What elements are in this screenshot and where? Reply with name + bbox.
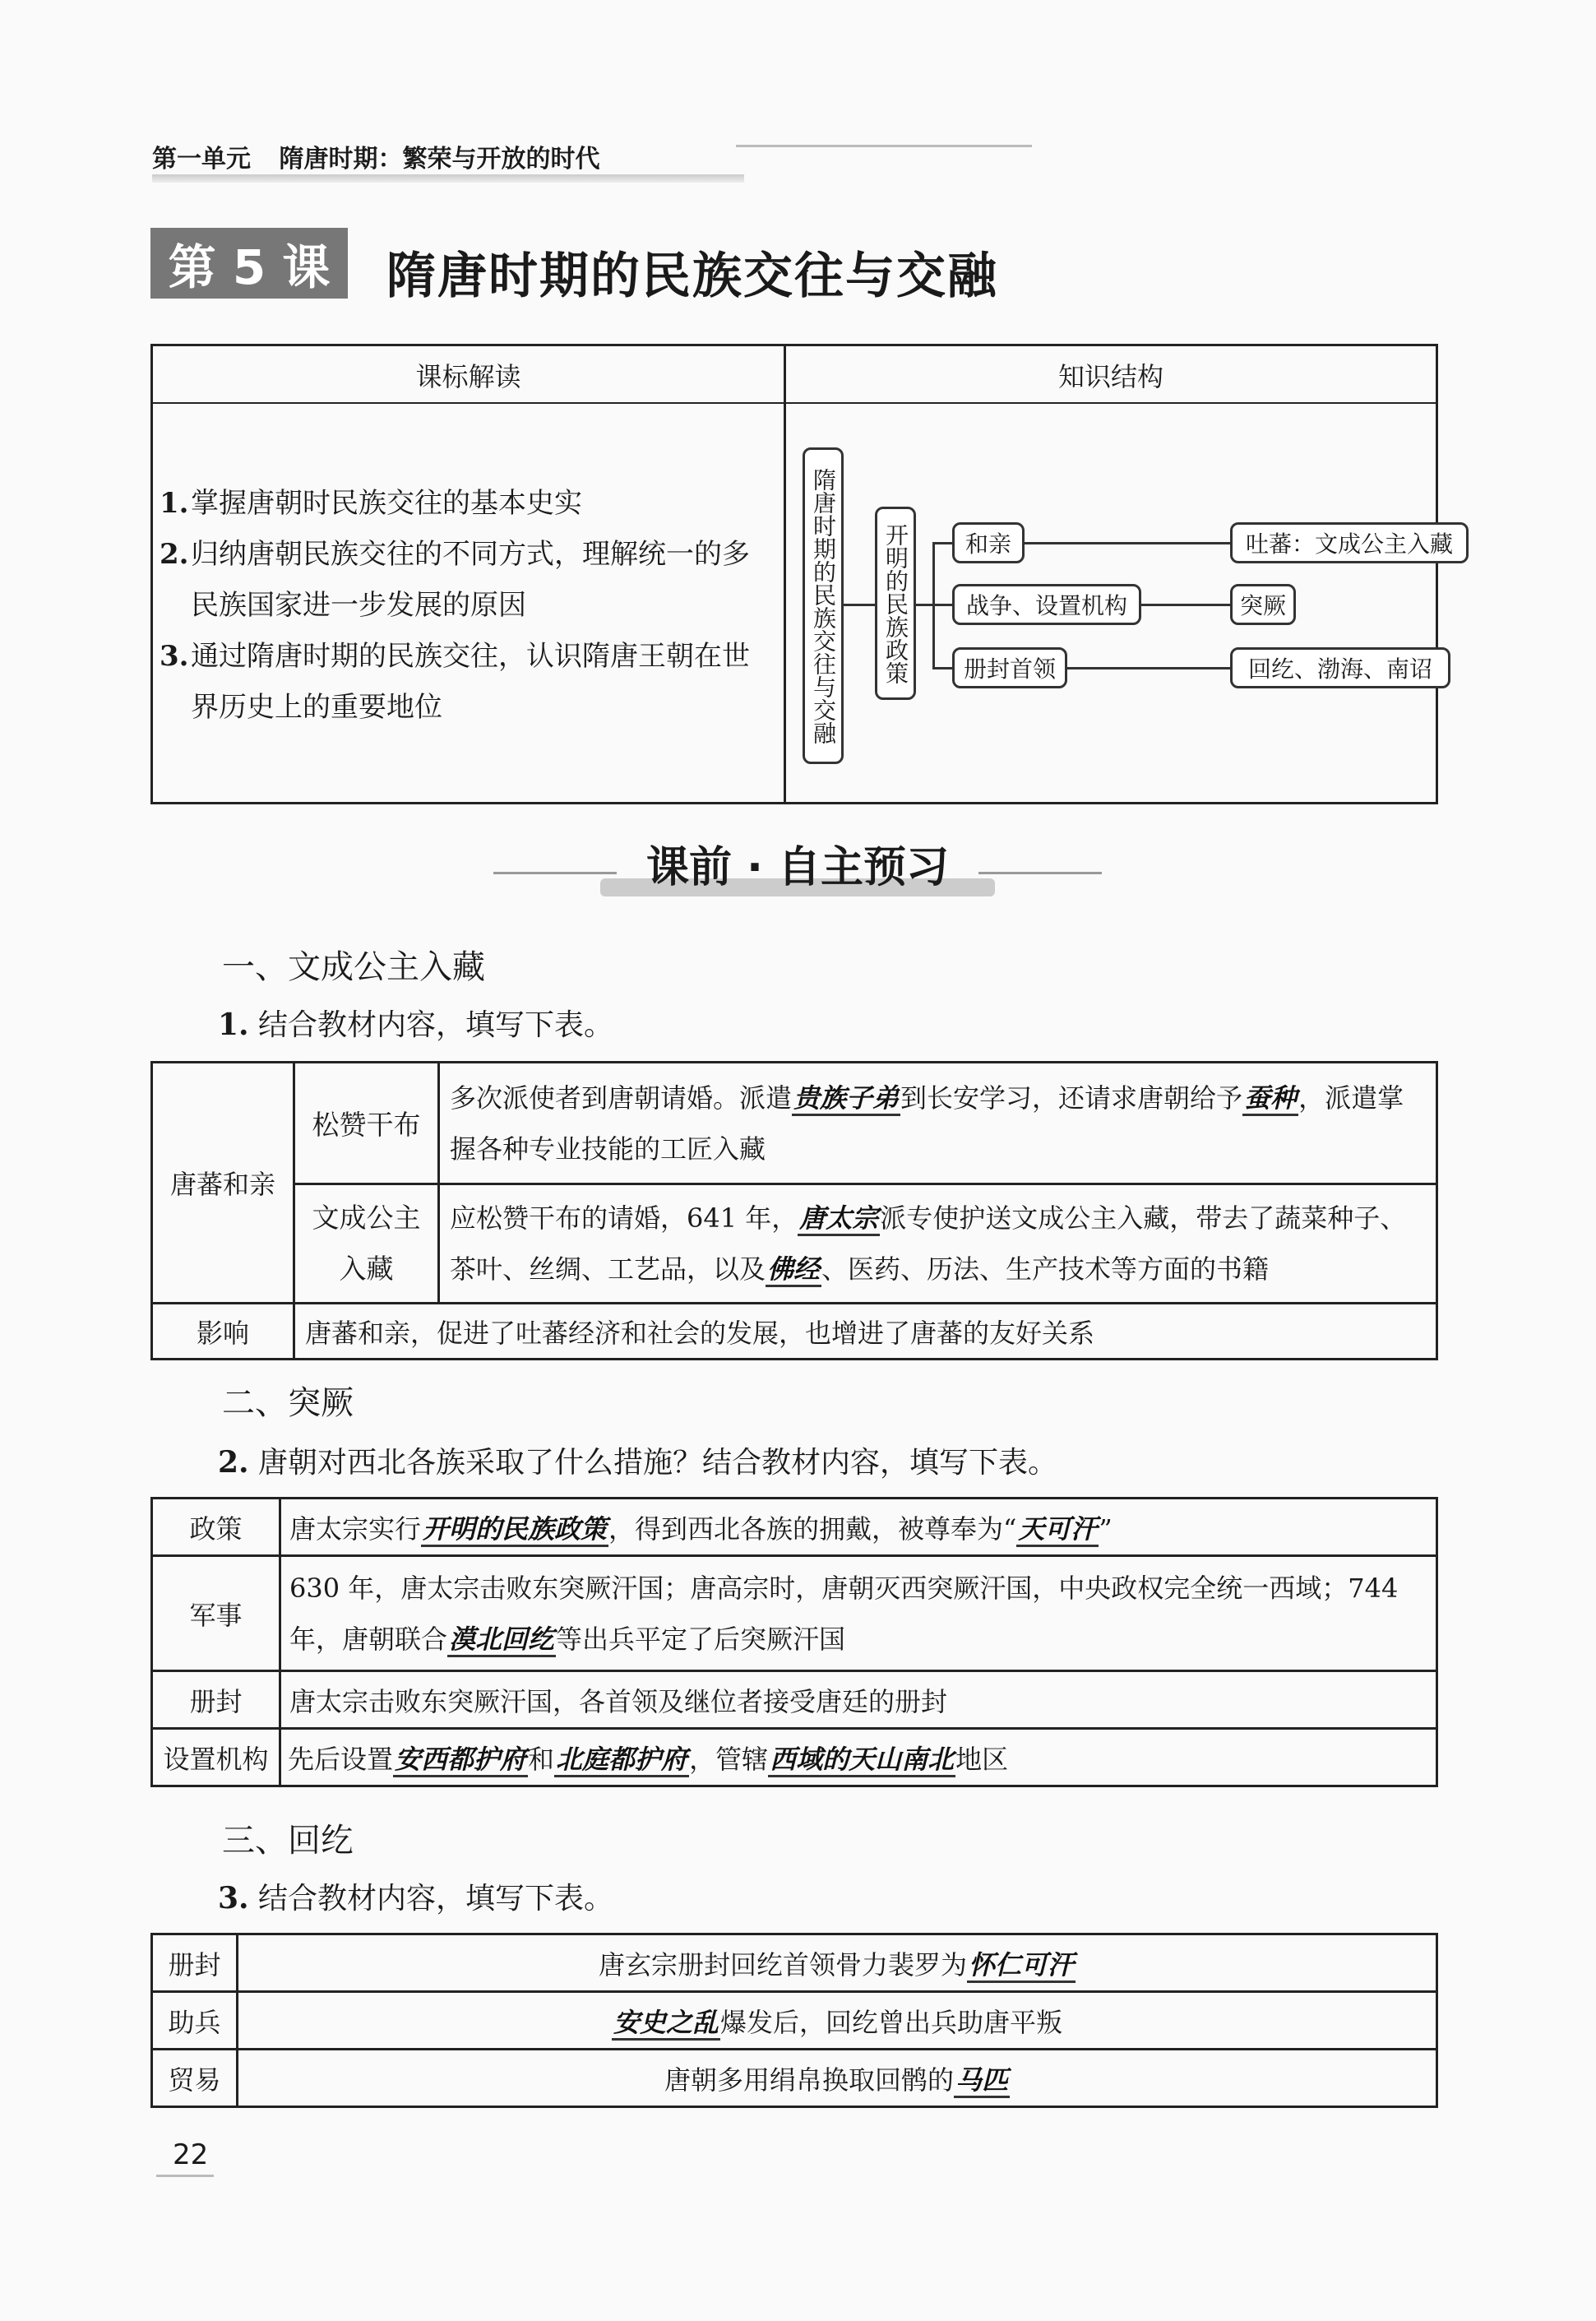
s2-row1-label: 政策 <box>152 1499 280 1556</box>
unit-title: 隋唐时期：繁荣与开放的时代 <box>279 145 600 174</box>
fill-answer: 贵族子弟 <box>792 1082 900 1116</box>
s2-row2-content: 630 年，唐太宗击败东突厥汗国；唐高宗时，唐朝灭西突厥汗国，中央政权完全统一西域；744 年，唐朝联合漠北回纥等出兵平定了后突厥汗国 <box>280 1556 1437 1671</box>
s3-row2-content: 安史之乱爆发后，回纥曾出兵助唐平叛 <box>238 1992 1437 2050</box>
s3-row2-label: 助兵 <box>152 1992 238 2050</box>
unit-label: 第一单元 <box>152 145 251 174</box>
page-number: 22 <box>173 2138 209 2171</box>
branch-cefeng: 册封首领 <box>952 647 1067 688</box>
diagram-connector <box>932 604 952 606</box>
s2-row3-label: 册封 <box>152 1671 280 1729</box>
fill-answer: 北庭都护府 <box>554 1744 689 1777</box>
target-huihe: 回纥、渤海、南诏 <box>1230 647 1450 688</box>
s2-row1-content: 唐太宗实行开明的民族政策，得到西北各族的拥戴，被尊奉为“天可汗” <box>280 1499 1437 1556</box>
page-header <box>152 138 599 174</box>
s1-row3-content: 唐蕃和亲，促进了吐蕃经济和社会的发展，也增进了唐蕃的友好关系 <box>294 1304 1437 1360</box>
s1-row3-label: 影响 <box>152 1304 294 1360</box>
s2-question: 2. 唐朝对西北各族采取了什么措施？结合教材内容，填写下表。 <box>218 1445 1058 1480</box>
diagram-mid: 开明的民族政策 <box>875 507 916 700</box>
list-item: 2. 归纳唐朝民族交往的不同方式，理解统一的多民族国家进一步发展的原因 <box>160 538 750 622</box>
page-number-rule <box>156 2175 214 2177</box>
diagram-connector <box>1141 604 1230 606</box>
s2-row2-label: 军事 <box>152 1556 280 1671</box>
overview-table <box>150 344 1453 804</box>
s3-row3-content: 唐朝多用绢帛换取回鹘的马匹 <box>238 2050 1437 2107</box>
diagram-connector <box>844 604 875 606</box>
fill-answer: 开明的民族政策 <box>421 1513 608 1547</box>
s2-row3-content: 唐太宗击败东突厥汗国，各首领及继位者接受唐廷的册封 <box>280 1671 1437 1729</box>
s2-table <box>150 1497 1438 1787</box>
fill-answer: 天可汗 <box>1016 1513 1099 1547</box>
target-tubo: 吐蕃：文成公主入藏 <box>1230 522 1469 563</box>
diagram-connector <box>916 604 934 606</box>
overview-divider-h <box>153 402 1436 404</box>
fill-answer: 安史之乱 <box>612 2007 720 2041</box>
s1-table <box>150 1061 1438 1360</box>
diagram-connector <box>932 667 952 669</box>
s3-row3-label: 贸易 <box>152 2050 238 2107</box>
s1-row1-label: 松赞干布 <box>294 1063 439 1184</box>
fill-answer: 怀仁可汗 <box>967 1949 1076 1983</box>
s3-row1-label: 册封 <box>152 1934 238 1992</box>
header-rule <box>152 174 744 183</box>
header-rule-slant <box>736 145 1032 147</box>
fill-answer: 马匹 <box>954 2064 1010 2098</box>
diagram-connector <box>932 542 952 544</box>
list-item: 3. 通过隋唐时期的民族交往，认识隋唐王朝在世界历史上的重要地位 <box>160 640 750 724</box>
s3-heading: 三、回纥 <box>222 1822 354 1860</box>
target-tujue: 突厥 <box>1230 584 1296 625</box>
s1-group-label: 唐蕃和亲 <box>152 1063 294 1304</box>
s2-row4-label: 设置机构 <box>152 1729 280 1786</box>
s3-table <box>150 1933 1438 2108</box>
overview-col1-title: 课标解读 <box>415 361 521 392</box>
s2-row4-content: 先后设置安西都护府和北庭都护府，管辖西域的天山南北地区 <box>280 1729 1437 1786</box>
branch-heqin: 和亲 <box>952 522 1025 563</box>
diagram-connector <box>1067 667 1230 669</box>
s2-heading: 二、突厥 <box>222 1384 354 1422</box>
fill-answer: 西域的天山南北 <box>768 1744 955 1777</box>
branch-war: 战争、设置机构 <box>952 584 1141 625</box>
s1-row2-content: 应松赞干布的请婚，641 年，唐太宗派专使护送文成公主入藏，带去了蔬菜种子、茶叶、丝绸、工艺品，以及佛经、医药、历法、生产技术等方面的书籍 <box>439 1184 1437 1304</box>
list-item: 1. 掌握唐朝时民族交往的基本史实 <box>160 487 582 520</box>
section-banner: 课前 · 自主预习 <box>646 843 949 892</box>
diagram-root: 隋唐时期的民族交往与交融 <box>803 447 844 764</box>
s3-row1-content: 唐玄宗册封回纥首领骨力裴罗为怀仁可汗 <box>238 1934 1437 1992</box>
fill-answer: 唐太宗 <box>798 1202 880 1236</box>
s1-heading: 一、文成公主入藏 <box>222 948 485 986</box>
s1-question: 1. 结合教材内容，填写下表。 <box>218 1008 614 1042</box>
fill-answer: 漠北回纥 <box>447 1624 556 1657</box>
overview-col2-title: 知识结构 <box>1057 361 1163 392</box>
s1-row1-content: 多次派使者到唐朝请婚。派遣贵族子弟到长安学习，还请求唐朝给予蚕种，派遣掌握各种专业技能的工匠入藏 <box>439 1063 1437 1184</box>
s1-row2-label: 文成公主 入藏 <box>294 1184 439 1304</box>
s3-question: 3. 结合教材内容，填写下表。 <box>218 1881 614 1916</box>
diagram-connector <box>1025 542 1230 544</box>
lesson-badge: 第 5 课 <box>150 228 348 299</box>
fill-answer: 佛经 <box>766 1253 821 1287</box>
objectives-list <box>160 478 772 733</box>
lesson-title: 隋唐时期的民族交往与交融 <box>386 248 998 305</box>
fill-answer: 蚕种 <box>1242 1082 1298 1116</box>
fill-answer: 安西都护府 <box>393 1744 528 1777</box>
overview-divider-v <box>784 346 786 802</box>
